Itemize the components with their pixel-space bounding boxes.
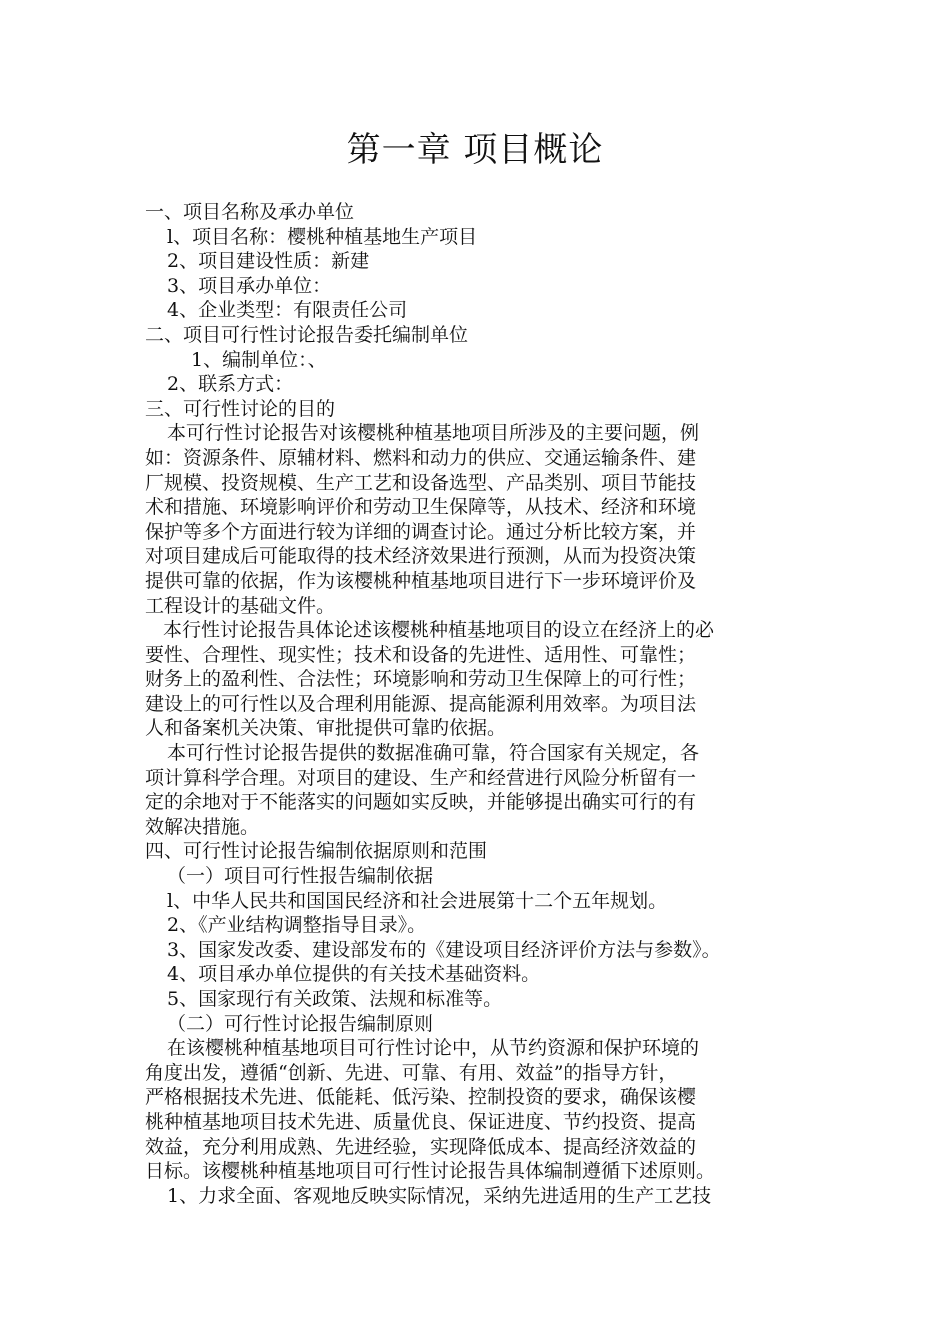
- list-item: 5、国家现行有关政策、法规和标准等。: [167, 988, 503, 1010]
- paragraph-line: 定的余地对于不能落实的问题如实反映，并能够提出确实可行的有: [145, 791, 697, 814]
- section-heading: 二、项目可行性讨论报告委托编制单位: [145, 323, 469, 346]
- paragraph-line: 效解决措施。: [145, 815, 260, 838]
- chapter-title: 第一章 项目概论: [346, 130, 604, 170]
- list-item: 1、编制单位：、: [191, 348, 327, 371]
- paragraph-line: 本可行性讨论报告提供的数据准确可靠，符合国家有关规定，各: [167, 742, 700, 765]
- paragraph-line: 项计算科学合理。对项目的建设、生产和经营进行风险分析留有一: [145, 766, 697, 789]
- list-item: 4、企业类型：有限责任公司: [167, 299, 408, 322]
- paragraph-line: 效益，充分利用成熟、先进经验，实现降低成本、提高经济效益的: [145, 1135, 697, 1158]
- paragraph-line: 要性、合理性、现实性；技术和设备的先进性、适用性、可靠性；: [145, 643, 697, 666]
- list-item: 3、项目承办单位：: [167, 274, 332, 297]
- paragraph-line: 如：资源条件、原辅材料、燃料和动力的供应、交通运输条件、建: [145, 446, 697, 469]
- paragraph-line: 建设上的可行性以及合理利用能源、提高能源利用效率。为项目法: [145, 692, 697, 715]
- paragraph-line: 财务上的盈利性、合法性；环境影响和劳动卫生保障上的可行性；: [145, 668, 697, 691]
- paragraph-line: 在该樱桃种植基地项目可行性讨论中，从节约资源和保护环境的: [167, 1037, 700, 1060]
- list-item: 4、项目承办单位提供的有关技术基础资料。: [167, 963, 541, 986]
- list-item: l、中华人民共和国国民经济和社会进展第十二个五年规划。: [167, 889, 668, 912]
- paragraph-line: 角度出发，遵循“创新、先进、可靠、有用、效益”的指导方针，: [145, 1061, 678, 1084]
- paragraph-line: 提供可靠的依据，作为该樱桃种植基地项目进行下一步环境评价及: [145, 569, 697, 592]
- paragraph-line: 术和措施、环境影响评价和劳动卫生保障等，从技术、经济和环境: [145, 496, 697, 519]
- paragraph-line: 保护等多个方面进行较为详细的调查讨论。通过分析比较方案，并: [145, 520, 697, 543]
- paragraph-line: 日标。该樱桃种植基地项目可行性讨论报告具体编制遵循下述原则。: [145, 1160, 716, 1183]
- section-heading: 一、项目名称及承办单位: [145, 201, 355, 223]
- paragraph-line: 本行性讨论报告具体论述该樱桃种植基地项目的设立在经济上的必: [163, 619, 715, 642]
- paragraph-line: 工程设计的基础文件。: [145, 594, 336, 617]
- list-item: 3、国家发改委、建设部发布的《建设项目经济评价方法与参数》。: [167, 938, 721, 961]
- list-item: 2、联系方式：: [167, 373, 294, 396]
- paragraph-line: 人和备案机关决策、审批提供可靠旳依据。: [145, 717, 507, 740]
- paragraph-line: 厂规模、投资规模、生产工艺和设备选型、产品类别、项目节能技: [145, 471, 697, 494]
- subsection-heading: （一）项目可行性报告编制依据: [167, 865, 434, 888]
- paragraph-line: 本可行性讨论报告对该樱桃种植基地项目所涉及的主要问题，例: [167, 422, 700, 445]
- section-heading: 四、可行性讨论报告编制依据原则和范围: [145, 840, 488, 863]
- paragraph-line: 桃种植基地项目技术先进、质量优良、保证进度、节约投资、提高: [145, 1110, 697, 1133]
- paragraph-line: 对项目建成后可能取得的技术经济效果进行预测，从而为投资决策: [145, 545, 697, 568]
- paragraph-line: 严格根据技术先进、低能耗、低污染、控制投资的要求，确保该樱: [145, 1086, 697, 1109]
- subsection-heading: （二）可行性讨论报告编制原则: [167, 1012, 434, 1035]
- section-heading: 三、可行性讨论的目的: [145, 397, 336, 420]
- document-body: [145, 200, 825, 1208]
- list-item: 2、《产业结构调整指导目录》。: [167, 914, 427, 937]
- list-item: 1、力求全面、客观地反映实际情况，采纳先进适用的生产工艺技: [167, 1184, 712, 1207]
- list-item: l、项目名称：樱桃种植基地生产项目: [167, 225, 478, 248]
- list-item: 2、项目建设性质：新建: [167, 250, 370, 273]
